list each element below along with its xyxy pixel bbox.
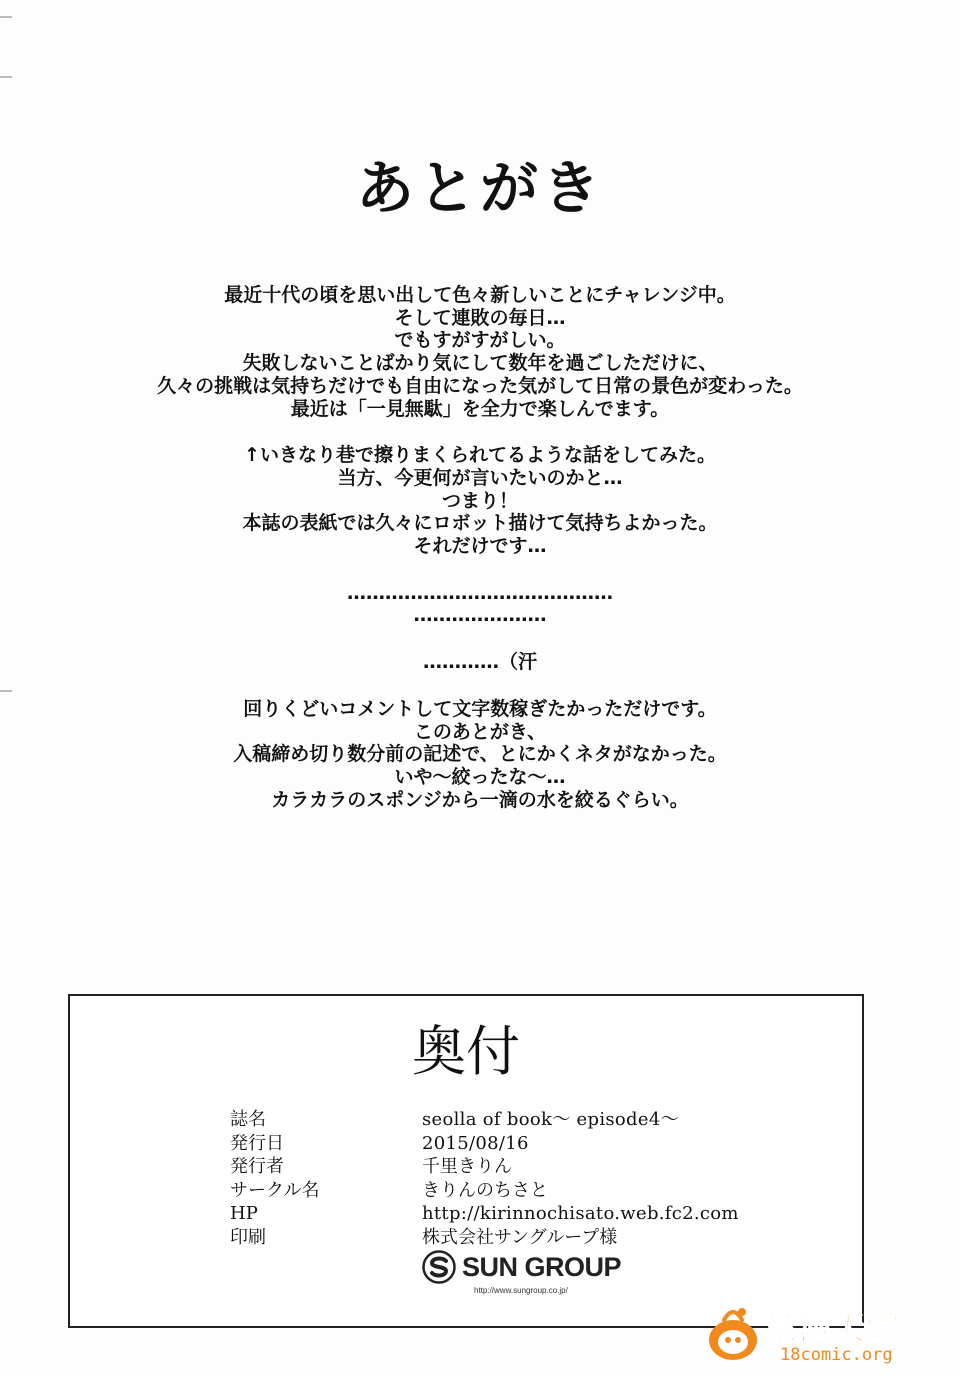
afterword-line: 本誌の表紙では久々にロボット描けて気持ちよかった。 (242, 512, 718, 535)
mascot-icon (704, 1302, 762, 1368)
afterword-title: あとがき (355, 154, 604, 222)
afterword-line: ………………… (413, 604, 547, 627)
afterword-line: カラカラのスポンジから一滴の水を絞るぐらい。 (271, 788, 689, 811)
afterword-line: 久々の挑戦は気持ちだけでも自由になった気がして日常の景色が変わった。 (157, 374, 803, 397)
sun-group-logo (422, 1250, 621, 1284)
colophon-row-printer (230, 1226, 739, 1250)
scan-mark (0, 16, 12, 18)
colophon-title: 奥付 (412, 1020, 520, 1083)
afterword-paragraph (0, 582, 960, 627)
afterword-paragraph (0, 444, 960, 558)
afterword-line: 回りくどいコメントして文字数稼ぎたかっただけです。 (243, 697, 717, 720)
sun-group-logo-icon (422, 1250, 456, 1284)
afterword-line: 入稿締め切り数分前の記述で、とにかくネタがなかった。 (233, 743, 727, 766)
afterword-line: でもすがすがしい。 (394, 329, 566, 352)
colophon-value: seolla of book～ episode4～ (422, 1109, 679, 1130)
afterword-line: そして連敗の毎日… (394, 306, 566, 329)
colophon-value: 株式会社サングループ様 (422, 1226, 618, 1248)
afterword-line: …………（汗 (422, 651, 537, 674)
afterword-line: このあとがき、 (413, 720, 547, 743)
colophon-label: 発行日 (230, 1132, 284, 1154)
colophon-label: HP (230, 1203, 258, 1224)
afterword-line: 失敗しないことばかり気にして数年を過ごしただけに、 (242, 352, 718, 375)
watermark (700, 1300, 920, 1370)
colophon-table (230, 1108, 739, 1249)
colophon-row-homepage (230, 1202, 739, 1226)
afterword-body (0, 284, 960, 835)
colophon-label: 印刷 (230, 1226, 266, 1248)
afterword-line: いや～絞ったな～… (394, 765, 566, 788)
afterword-line: 当方、今更何が言いたいのかと… (337, 466, 623, 489)
scan-mark (0, 76, 12, 78)
colophon-label: 発行者 (230, 1156, 284, 1177)
colophon-box (68, 994, 864, 1328)
colophon-value: 2015/08/16 (422, 1132, 529, 1154)
watermark-subtitle: 18comic.org (780, 1345, 893, 1365)
afterword-paragraph (0, 284, 960, 420)
afterword-paragraph (0, 698, 960, 812)
colophon-label: サークル名 (230, 1179, 320, 1201)
colophon-row-date (230, 1132, 739, 1156)
afterword-line: 最近十代の頃を思い出して色々新しいことにチャレンジ中。 (224, 284, 736, 306)
watermark-title: 禁漫天堂 (764, 1308, 900, 1347)
sun-group-logo-text: SUN GROUP (462, 1251, 622, 1282)
colophon-label: 誌名 (230, 1109, 266, 1130)
colophon-value: 千里きりん (422, 1156, 512, 1177)
homepage-link[interactable]: http://kirinnochisato.web.fc2.com (422, 1203, 739, 1224)
colophon-value: きりんのちさと (422, 1179, 548, 1201)
afterword-line: それだけです… (413, 535, 547, 558)
afterword-line: …………………………………… (347, 581, 613, 604)
colophon-row-circle (230, 1179, 739, 1203)
afterword-paragraph (0, 651, 960, 674)
colophon-row-title (230, 1108, 739, 1132)
afterword-line: ↑いきなり巷で擦りまくられてるような話をしてみた。 (244, 444, 716, 467)
sun-group-url[interactable]: http://www.sungroup.co.jp/ (474, 1286, 568, 1295)
afterword-line: 最近は「一見無駄」を全力で楽しんでます。 (290, 397, 670, 420)
colophon-row-publisher (230, 1155, 739, 1179)
afterword-line: つまり！ (441, 489, 518, 512)
